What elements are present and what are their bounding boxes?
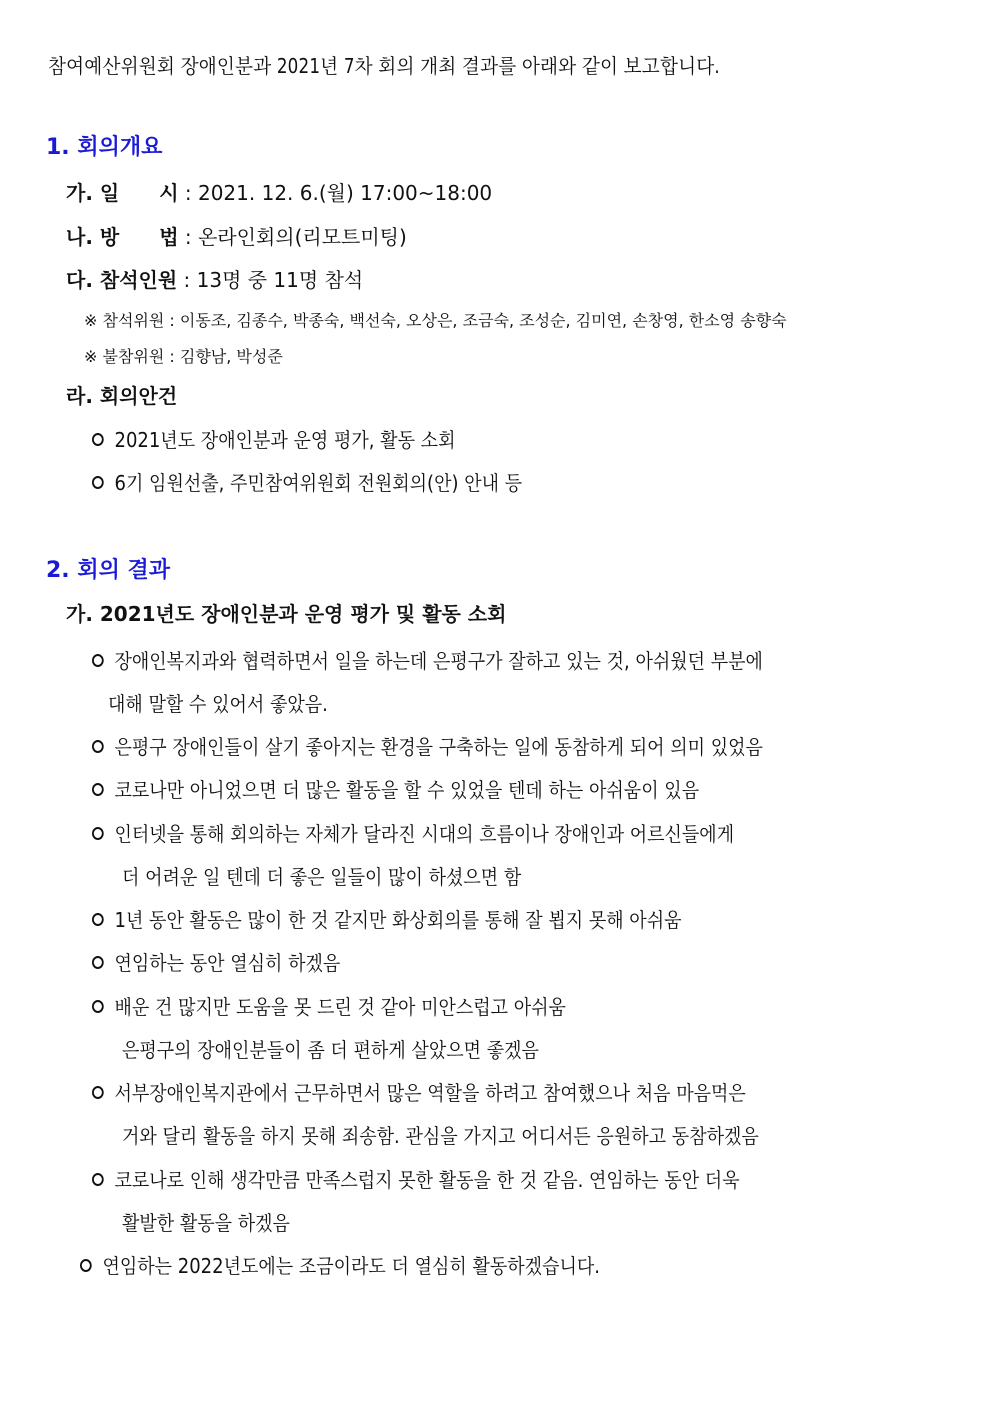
- intro-text: 참여예산위원회 장애인분과 2021년 7차 회의 개최 결과를 아래와 같이 보고합니다.: [48, 54, 720, 78]
- attendance-value: 13명 중 11명 참석: [196, 268, 364, 292]
- circle-bullet-icon: [92, 433, 104, 446]
- meeting-datetime: [66, 177, 492, 206]
- meeting-method: [66, 221, 407, 250]
- circle-bullet-icon: [92, 1086, 104, 1099]
- meeting-attendance: [66, 264, 363, 293]
- agenda-label: 라. 회의안건: [66, 384, 178, 408]
- section2-subtitle: 가. 2021년도 장애인분과 운영 평가 및 활동 소회: [66, 602, 507, 626]
- result-item: 코로나로 인해 생각만큼 만족스럽지 못한 활동을 한 것 같음. 연임하는 동안 더욱: [92, 1164, 740, 1193]
- result-item: 인터넷을 통해 회의하는 자체가 달라진 시대의 흐름이나 장애인과 어르신들에게: [92, 818, 734, 847]
- circle-bullet-icon: [92, 956, 104, 969]
- datetime-label: 가. 일 시: [66, 181, 179, 205]
- circle-bullet-icon: [92, 827, 104, 840]
- method-value: 온라인회의(리모트미팅): [197, 225, 407, 249]
- circle-bullet-icon: [92, 1000, 104, 1013]
- circle-bullet-icon: [92, 1173, 104, 1186]
- result-item-continuation: 은평구의 장애인분들이 좀 더 편하게 살았으면 좋겠음: [122, 1038, 539, 1062]
- circle-bullet-icon: [92, 654, 104, 667]
- method-sep: :: [178, 225, 198, 249]
- agenda-item: 2021년도 장애인분과 운영 평가, 활동 소회: [92, 424, 455, 453]
- datetime-sep: :: [178, 181, 198, 205]
- result-item: 장애인복지과와 협력하면서 일을 하는데 은평구가 잘하고 있는 것, 아쉬웠던 부분에: [92, 645, 763, 674]
- result-item: 연임하는 2022년도에는 조금이라도 더 열심히 활동하겠습니다.: [80, 1250, 600, 1279]
- result-item: 코로나만 아니었으면 더 많은 활동을 할 수 있었을 텐데 하는 아쉬움이 있음: [92, 774, 699, 803]
- result-item: 은평구 장애인들이 살기 좋아지는 환경을 구축하는 일에 동참하게 되어 의미 있었음: [92, 731, 763, 760]
- absentees-note: ※ 불참위원 : 김향남, 박성준: [84, 347, 283, 366]
- result-item: 배운 건 많지만 도움을 못 드린 것 같아 미안스럽고 아쉬움: [92, 991, 566, 1020]
- circle-bullet-icon: [80, 1259, 92, 1272]
- circle-bullet-icon: [92, 476, 104, 489]
- attendees-note: ※ 참석위원 : 이동조, 김종수, 박종숙, 백선숙, 오상은, 조금숙, 조성순, 김미연, 손창영, 한소영 송향숙: [84, 311, 787, 330]
- datetime-value: 2021. 12. 6.(월) 17:00~18:00: [197, 181, 493, 205]
- circle-bullet-icon: [92, 783, 104, 796]
- agenda-item: 6기 임원선출, 주민참여위원회 전원회의(안) 안내 등: [92, 467, 522, 496]
- method-label: 나. 방 법: [66, 225, 179, 249]
- attendance-sep: :: [177, 268, 197, 292]
- result-item: 1년 동안 활동은 많이 한 것 같지만 화상회의를 통해 잘 뵙지 못해 아쉬움: [92, 904, 681, 933]
- section2-title: 2. 회의 결과: [46, 558, 170, 583]
- section1-title: 1. 회의개요: [46, 135, 163, 160]
- result-item-continuation: 더 어려운 일 텐데 더 좋은 일들이 많이 하셨으면 함: [122, 865, 522, 889]
- result-item-continuation: 거와 달리 활동을 하지 못해 죄송함. 관심을 가지고 어디서든 응원하고 동참하겠음: [122, 1124, 759, 1148]
- result-item: 연임하는 동안 열심히 하겠음: [92, 947, 340, 976]
- result-item: 서부장애인복지관에서 근무하면서 많은 역할을 하려고 참여했으나 처음 마음먹은: [92, 1077, 746, 1106]
- attendance-label: 다. 참석인원: [66, 268, 178, 292]
- circle-bullet-icon: [92, 913, 104, 926]
- result-item-continuation: 활발한 활동을 하겠음: [122, 1211, 290, 1235]
- circle-bullet-icon: [92, 740, 104, 753]
- result-item-continuation: 대해 말할 수 있어서 좋았음.: [108, 692, 328, 716]
